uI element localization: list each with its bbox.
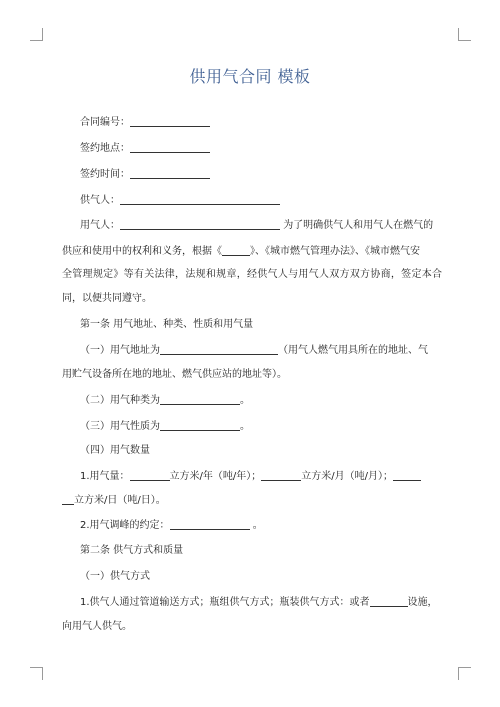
supply-method-heading: （一）供气方式: [80, 571, 150, 582]
sign-time-row: [80, 167, 442, 182]
gas-volume-row: [80, 469, 442, 484]
basis-law-blank[interactable]: [222, 244, 250, 256]
crop-mark-top-left: [30, 28, 43, 41]
supplier-blank[interactable]: [120, 193, 280, 205]
peak-shaving-blank[interactable]: [170, 518, 250, 530]
sign-place-label: 签约地点：: [80, 143, 130, 154]
article-1-heading: 第一条 用气地址、种类、性质和用气量: [80, 319, 254, 330]
gas-type-blank[interactable]: [160, 393, 240, 405]
sign-place-row: [80, 141, 442, 156]
gas-nature-end: 。: [240, 421, 250, 432]
peak-shaving-end: 。: [252, 520, 263, 531]
yearly-volume-blank[interactable]: [130, 469, 170, 481]
daily-volume-blank-2[interactable]: [62, 493, 74, 505]
daily-volume-row: [62, 493, 442, 508]
gas-nature-row: [80, 419, 442, 434]
user-row: [80, 218, 442, 233]
supply-method-row: [80, 595, 442, 610]
supply-method-line-2: 向用气人供气。: [62, 621, 132, 632]
crop-mark-bottom-left: [30, 667, 43, 680]
supplier-label: 供气人：: [80, 195, 120, 206]
gas-address-label: （一）用气地址为: [80, 345, 160, 356]
gas-nature-blank[interactable]: [160, 419, 240, 431]
gas-type-row: [80, 393, 442, 408]
preamble-line-1: 为了明确供气人和用气人在燃气的: [283, 220, 434, 231]
monthly-volume-blank[interactable]: [261, 469, 301, 481]
supply-method-text: 1.供气人通过管道输送方式；瓶组供气方式；瓶装供气方式：或者: [80, 597, 370, 608]
crop-mark-top-right: [458, 28, 471, 41]
gas-address-blank[interactable]: [160, 343, 278, 355]
peak-shaving-label: 2.用气调峰的约定：: [80, 520, 170, 531]
contract-number-blank[interactable]: [130, 115, 210, 127]
daily-volume-blank-1[interactable]: [393, 469, 421, 481]
gas-address-row: [80, 343, 442, 358]
gas-volume-label: 1.用气量：: [80, 471, 130, 482]
crop-mark-bottom-right: [458, 667, 471, 680]
preamble-line-2-row: [62, 244, 442, 259]
contract-number-label: 合同编号：: [80, 117, 130, 128]
document-title: 供用气合同 模板: [189, 67, 311, 86]
sign-time-label: 签约时间：: [80, 169, 130, 180]
gas-address-note-1: （用气人燃气用具所在的地址、气: [278, 345, 428, 356]
article-2-heading: 第二条 供气方式和质量: [80, 545, 184, 556]
user-label: 用气人：: [80, 220, 120, 231]
gas-type-label: （二）用气种类为: [80, 395, 160, 406]
preamble-line-2a: 供应和使用中的权利和义务，根据《: [62, 246, 222, 257]
peak-shaving-row: [80, 518, 442, 533]
supply-method-end: 设施，: [407, 597, 438, 608]
gas-quantity-heading: （四）用气数量: [80, 445, 150, 456]
yearly-unit: 立方米/年（吨/年）；: [169, 471, 262, 482]
contract-number-row: [80, 115, 442, 130]
supply-facility-blank[interactable]: [370, 595, 408, 607]
daily-unit: 立方米/日（吨/日）。: [74, 495, 166, 506]
supplier-row: [80, 193, 442, 208]
gas-type-end: 。: [240, 395, 250, 406]
preamble-line-3: 全管理规定》等有关法律，法规和规章，经供气人与用气人双方双方协商，签定本合: [62, 269, 442, 280]
sign-place-blank[interactable]: [130, 141, 210, 153]
preamble-line-4: 同，以便共同遵守。: [62, 293, 152, 304]
gas-nature-label: （三）用气性质为: [80, 421, 160, 432]
monthly-unit: 立方米/月（吨/月）；: [301, 471, 394, 482]
user-blank[interactable]: [120, 218, 280, 230]
gas-address-note-2: 用贮气设备所在地的地址、燃气供应站的地址等）。: [62, 369, 287, 380]
preamble-line-2b: 》、《城市燃气管理办法》、《城市燃气安: [250, 246, 420, 257]
sign-time-blank[interactable]: [130, 167, 210, 179]
